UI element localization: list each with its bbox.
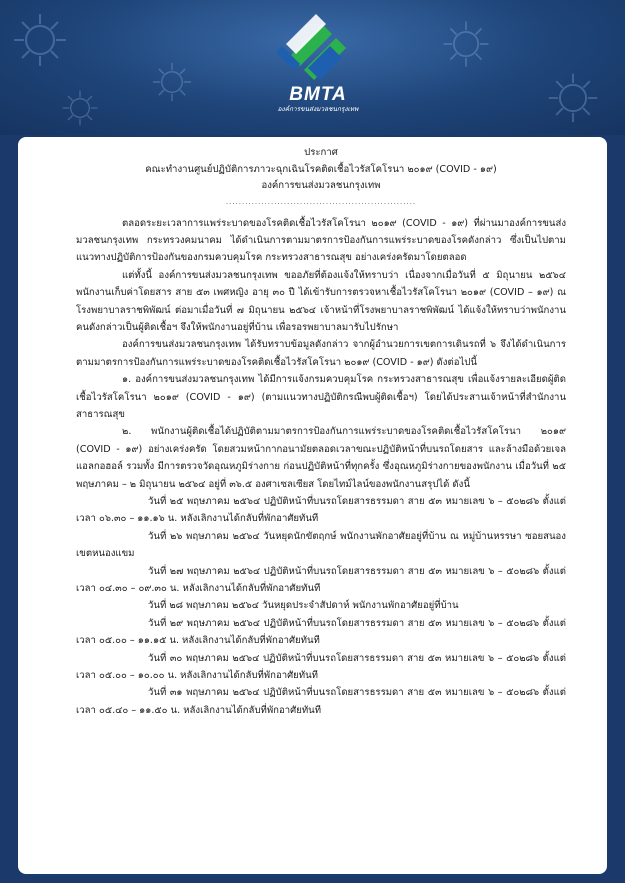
timeline-item: วันที่ ๓๐ พฤษภาคม ๒๕๖๔ ปฏิบัติหน้าที่บนรถโดยสารธรรมดา สาย ๕๓ หมายเลข ๖ – ๕๐๒๘๖ ตั้งแต่เวลา ๐๕.๐๐ – ๑๐.๐๐ น. หลังเลิกงานได้กลับที่พักอาศัยทันที xyxy=(76,652,566,682)
virus-icon xyxy=(10,10,70,70)
announcement-sheet xyxy=(18,137,607,874)
virus-icon xyxy=(545,70,601,126)
timeline-item: วันที่ ๒๖ พฤษภาคม ๒๕๖๔ วันหยุดนักขัตฤกษ์ พนักงานพักอาศัยอยู่ที่บ้าน ณ หมู่บ้านหรรษา ซอยสนอง เขตหนองแขม xyxy=(76,530,566,560)
paragraph: แต่ทั้งนี้ องค์การขนส่งมวลชนกรุงเทพ ขออภัยที่ต้องแจ้งให้ทราบว่า เนื่องจากเมื่อวันที่ ๕ มิถุนายน ๒๕๖๔ พนักงานเก็บค่าโดยสาร สาย ๕๓ เพศหญิง อายุ ๓๐ ปี ได้เข้ารับการตรวจหาเชื้อไวรัสโคโรนา ๒๐๑๙ (COVID – ๑๙) ณ โรงพยาบาลราชพิพัฒน์ ต่อมาเมื่อวันที่ ๗ มิถุนายน ๒๕๖๔ เจ้าหน้าที่โรงพยาบาลราชพิพัฒน์ ได้แจ้งให้ทราบว่าพนักงานคนดังกล่าวเป็นผู้ติดเชื้อฯ จึงให้พนักงานอยู่ที่บ้าน เพื่อรอรพยาบาลมารับไปรักษา xyxy=(76,269,566,333)
divider: ........................................................... xyxy=(225,197,417,206)
virus-icon xyxy=(150,60,194,104)
header-banner xyxy=(0,0,625,135)
timeline-item: วันที่ ๓๑ พฤษภาคม ๒๕๖๔ ปฏิบัติหน้าที่บนรถโดยสารธรรมดา สาย ๕๓ หมายเลข ๖ – ๕๐๒๘๖ ตั้งแต่เวลา ๐๕.๔๐ – ๑๑.๕๐ น. หลังเลิกงานได้กลับที่พักอาศัยทันที xyxy=(76,687,566,716)
paragraph: องค์การขนส่งมวลชนกรุงเทพ ได้รับทราบข้อมูลดังกล่าว จากผู้อำนวยการเขตการเดินรถที่ ๖ จึงได้ดำเนินการตามมาตรการป้องกันการแพร่ระบาดของโรคติดเชื้อไวรัสโคโรนา ๒๐๑๙ (COVID - ๑๙) ดังต่อไปนี้ xyxy=(76,339,566,368)
timeline-item: วันที่ ๒๘ พฤษภาคม ๒๕๖๔ วันหยุดประจำสัปดาห์ พนักงานพักอาศัยอยู่ที่บ้าน xyxy=(148,600,459,612)
doc-subheading: คณะทำงานศูนย์ปฏิบัติการภาวะฉุกเฉินโรคติดเชื้อไวรัสโคโรนา ๒๐๑๙ (COVID - ๑๙) xyxy=(145,163,497,175)
paragraph: ๒. พนักงานผู้ติดเชื้อได้ปฏิบัติตามมาตรการป้องกันการแพร่ระบาดของโรคติดเชื้อไวรัสโคโรนา ๒๐๑๙ (COVID - ๑๙) อย่างเคร่งครัด โดยสวมหน้ากากอนามัยตลอดเวลาขณะปฏิบัติหน้าที่บนรถโดยสาร และล้างมือด้วยเจลแอลกอฮอล์ รวมทั้ง มีการตรวจวัดอุณหภูมิร่างกาย ก่อนปฏิบัติหน้าที่ทุกครั้ง ซึ่งอุณหภูมิร่างกายของพนักงาน เมื่อวันที่ ๒๕ พฤษภาคม – ๒ มิถุนายน ๒๕๖๔ อยู่ที่ ๓๖.๕ องศาเซลเซียส โดยไทม์ไลน์ของพนักงานสรุปได้ ดังนี้ xyxy=(76,426,566,490)
timeline-item: วันที่ ๒๙ พฤษภาคม ๒๕๖๔ ปฏิบัติหน้าที่บนรถโดยสารธรรมดา สาย ๕๓ หมายเลข ๖ – ๕๐๒๘๖ ตั้งแต่เวลา ๐๕.๐๐ – ๑๑.๑๕ น. หลังเลิกงานได้กลับที่พักอาศัยทันที xyxy=(76,617,566,647)
timeline-item: วันที่ ๒๕ พฤษภาคม ๒๕๖๔ ปฏิบัติหน้าที่บนรถโดยสารธรรมดา สาย ๕๓ หมายเลข ๖ – ๕๐๒๘๖ ตั้งแต่เวลา ๐๖.๓๐ – ๑๑.๑๖ น. หลังเลิกงานได้กลับที่พักอาศัยทันที xyxy=(76,496,566,525)
paragraph: ตลอดระยะเวลาการแพร่ระบาดของโรคติดเชื้อไวรัสโคโรนา ๒๐๑๙ (COVID - ๑๙) ที่ผ่านมาองค์การขนส่งมวลชนกรุงเทพ กระทรวงคมนาคม ได้ดำเนินการตามมาตรการป้องกันการแพร่ระบาดของโรคดังกล่าว ซึ่งเป็นไปตามแนวทางปฏิบัติการป้องกันของกรมควบคุมโรค กระทรวงสาธารณสุข อย่างเคร่งครัดมาโดยตลอด xyxy=(76,217,566,264)
logo-text: BMTA xyxy=(289,84,347,105)
doc-org: องค์การขนส่งมวลชนกรุงเทพ xyxy=(261,180,381,191)
virus-icon xyxy=(60,88,100,128)
doc-heading: ประกาศ xyxy=(304,147,338,158)
announcement-content xyxy=(76,143,566,719)
paragraph: ๑. องค์การขนส่งมวลชนกรุงเทพ ได้มีการแจ้งกรมควบคุมโรค กระทรวงสาธารณสุข เพื่อแจ้งรายละเอียดผู้ติดเชื้อไวรัสโคโรนา ๒๐๑๙ (COVID - ๑๙) (ตามแนวทางปฏิบัติกรณีพบผู้ติดเชื้อฯ) โดยได้ประสานเจ้าหน้าที่สำนักงานสาธารณสุข xyxy=(76,374,566,420)
logo-subtitle: องค์การขนส่งมวลชนกรุงเทพ xyxy=(277,105,359,113)
virus-icon xyxy=(440,18,492,70)
timeline-item: วันที่ ๒๗ พฤษภาคม ๒๕๖๔ ปฏิบัติหน้าที่บนรถโดยสารธรรมดา สาย ๕๓ หมายเลข ๖ – ๕๐๒๘๖ ตั้งแต่เวลา ๐๔.๓๐ – ๐๙.๓๐ น. หลังเลิกงานได้กลับที่พักอาศัยทันที xyxy=(76,565,566,595)
